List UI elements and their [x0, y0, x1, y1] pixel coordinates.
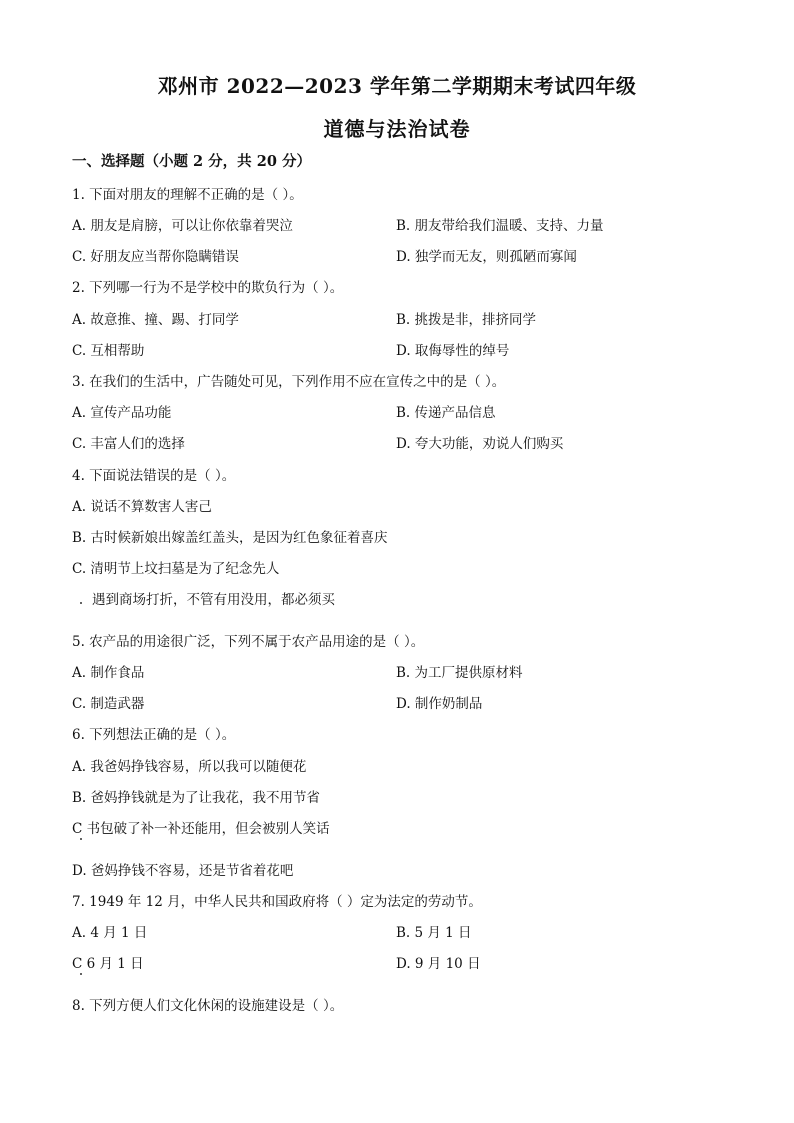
question-3-option-a: A. 宣传产品功能 — [72, 405, 172, 421]
question-6-option-c: C 书包破了补一补还能用，但会被别人笑话 — [72, 821, 330, 837]
question-2-option-a: A. 故意推、撞、踢、打同学 — [72, 312, 239, 328]
question-1-option-c: C. 好朋友应当帮你隐瞒错误 — [72, 249, 239, 265]
question-6-option-b: B. 爸妈挣钱就是为了让我花，我不用节省 — [72, 790, 321, 806]
question-4-stem: 4. 下面说法错误的是（ ）。 — [72, 468, 236, 484]
question-1-option-b: B. 朋友带给我们温暖、支持、力量 — [396, 218, 604, 234]
page-subtitle: 道德与法治试卷 — [323, 117, 471, 141]
question-5-option-d: D. 制作奶制品 — [396, 696, 483, 712]
question-1-option-d: D. 独学而无友，则孤陋而寡闻 — [396, 249, 577, 265]
option-marker-dot — [80, 838, 82, 840]
question-7-option-a: A. 4 月 1 日 — [72, 925, 148, 941]
question-1-option-a: A. 朋友是肩膀，可以让你依靠着哭泣 — [72, 218, 293, 234]
question-7-option-d: D. 9 月 10 日 — [396, 956, 481, 972]
question-4-option-c: C. 清明节上坟扫墓是为了纪念先人 — [72, 561, 280, 577]
page-title: 邓州市 2022—2023 学年第二学期期末考试四年级 — [157, 74, 637, 98]
option-marker-dot — [80, 602, 82, 604]
question-4-option-b: B. 古时候新娘出嫁盖红盖头，是因为红色象征着喜庆 — [72, 530, 388, 546]
question-5-option-a: A. 制作食品 — [72, 665, 145, 681]
option-marker-dot — [80, 973, 82, 975]
question-5-stem: 5. 农产品的用途很广泛，下列不属于农产品用途的是（ ）。 — [72, 634, 425, 650]
question-3-stem: 3. 在我们的生活中，广告随处可见，下列作用不应在宣传之中的是（ ）。 — [72, 374, 506, 390]
question-6-stem: 6. 下列想法正确的是（ ）。 — [72, 727, 236, 743]
question-6-option-a: A. 我爸妈挣钱容易，所以我可以随便花 — [72, 759, 307, 775]
question-8-stem: 8. 下列方便人们文化休闲的设施建设是（ ）。 — [72, 998, 344, 1014]
question-3-option-b: B. 传递产品信息 — [396, 405, 496, 421]
question-7-option-c: C 6 月 1 日 — [72, 956, 144, 972]
question-5-option-c: C. 制造武器 — [72, 696, 145, 712]
question-4-option-a: A. 说话不算数害人害己 — [72, 499, 212, 515]
question-7-stem: 7. 1949 年 12 月，中华人民共和国政府将（ ）定为法定的劳动节。 — [72, 894, 482, 910]
question-4-option-d: 遇到商场打折，不管有用没用，都必须买 — [92, 592, 335, 608]
question-2-option-c: C. 互相帮助 — [72, 343, 145, 359]
question-6-option-d: D. 爸妈挣钱不容易，还是节省着花吧 — [72, 863, 294, 879]
section-heading: 一、选择题（小题 2 分，共 20 分） — [72, 153, 311, 170]
question-2-option-d: D. 取侮辱性的绰号 — [396, 343, 510, 359]
question-7-option-b: B. 5 月 1 日 — [396, 925, 472, 941]
question-3-option-d: D. 夸大功能，劝说人们购买 — [396, 436, 564, 452]
question-3-option-c: C. 丰富人们的选择 — [72, 436, 185, 452]
question-1-stem: 1. 下面对朋友的理解不正确的是（ ）。 — [72, 187, 303, 203]
question-5-option-b: B. 为工厂提供原材料 — [396, 665, 523, 681]
question-2-option-b: B. 挑拨是非，排挤同学 — [396, 312, 537, 328]
question-2-stem: 2. 下列哪一行为不是学校中的欺负行为（ ）。 — [72, 280, 344, 296]
